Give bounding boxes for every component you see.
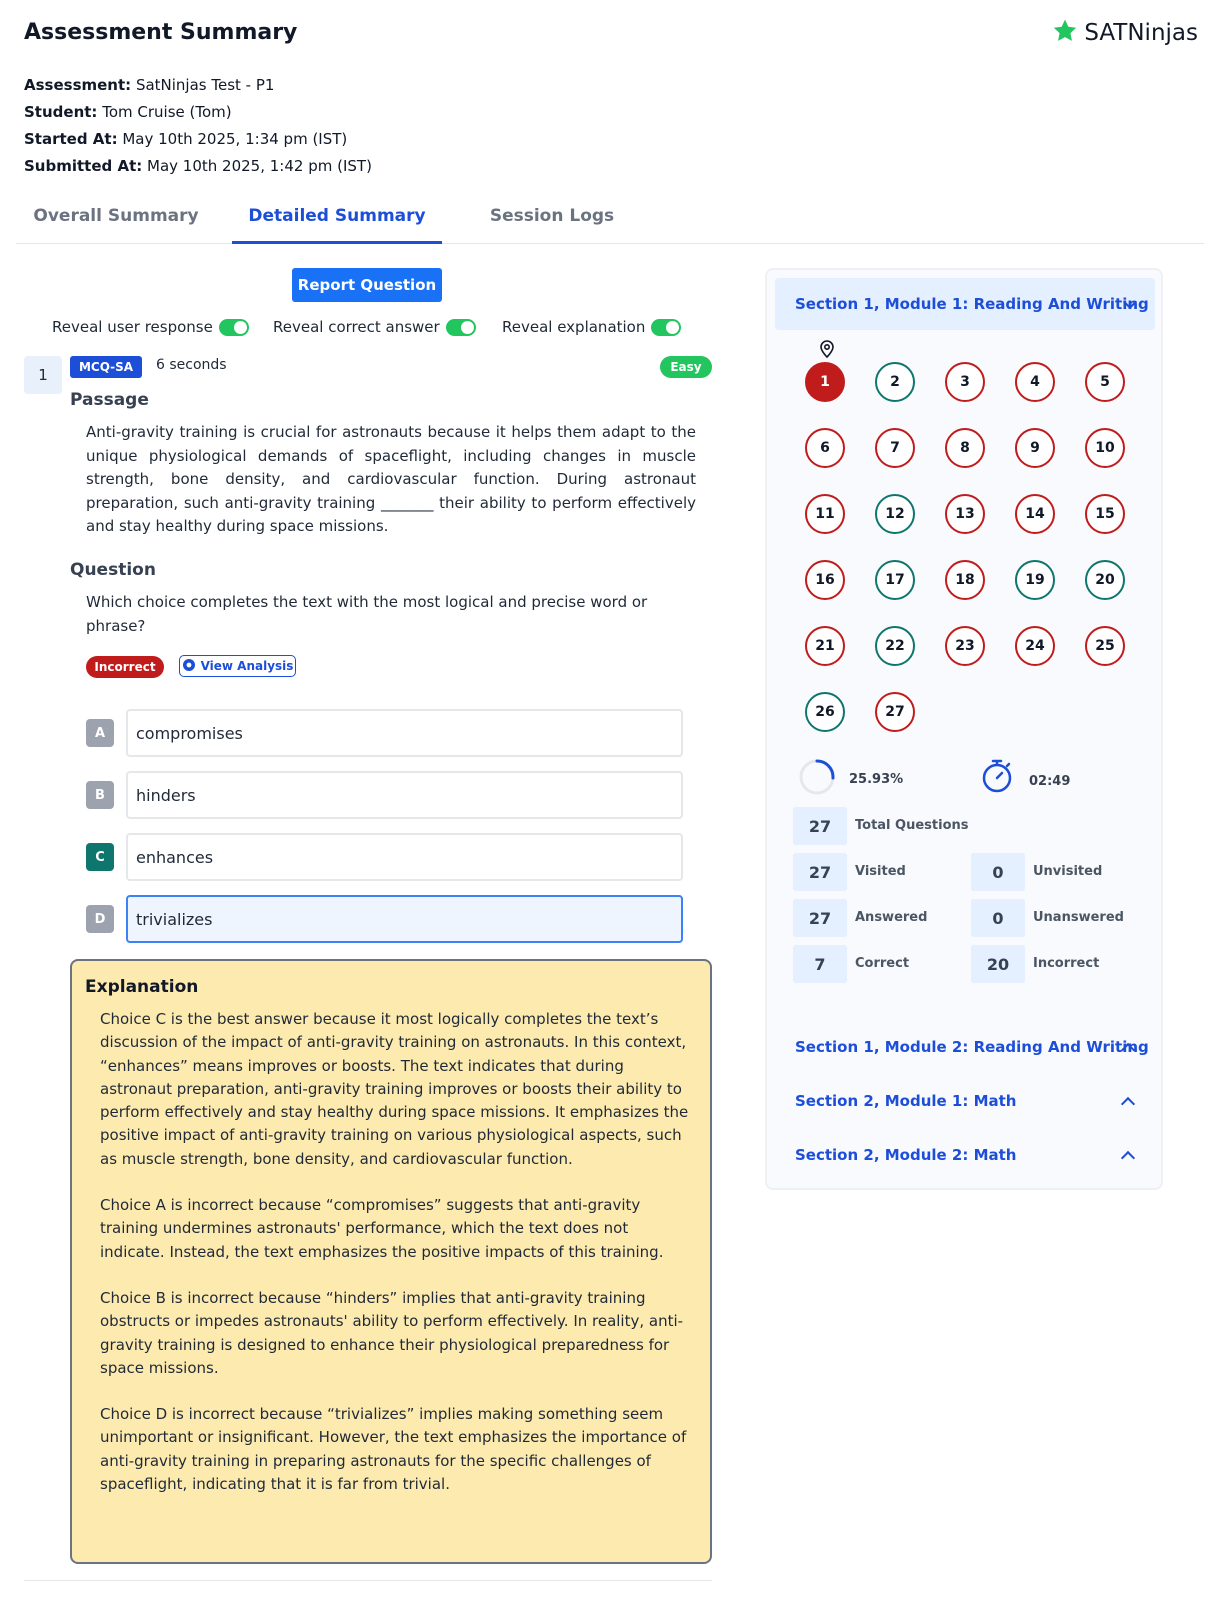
question-nav-button[interactable]: 1 bbox=[805, 362, 845, 402]
choice-a[interactable]: compromises bbox=[126, 709, 683, 757]
question-nav-button[interactable]: 24 bbox=[1015, 626, 1055, 666]
progress-ring-icon bbox=[797, 757, 837, 801]
question-text: Which choice completes the text with the most logical and precise word or phrase? bbox=[86, 593, 648, 635]
star-icon bbox=[1052, 18, 1078, 48]
question-nav-button[interactable]: 17 bbox=[875, 560, 915, 600]
stat-visited-value: 27 bbox=[793, 853, 847, 891]
explanation-title: Explanation bbox=[85, 977, 199, 997]
question-nav-button[interactable]: 23 bbox=[945, 626, 985, 666]
timer-value: 02:49 bbox=[1029, 774, 1071, 789]
student-value: Tom Cruise (Tom) bbox=[102, 103, 232, 121]
logo-text: SATNinjas bbox=[1084, 20, 1198, 46]
report-question-button[interactable]: Report Question bbox=[292, 268, 442, 302]
question-nav-button[interactable]: 16 bbox=[805, 560, 845, 600]
question-nav-button[interactable]: 26 bbox=[805, 692, 845, 732]
result-badge: Incorrect bbox=[86, 656, 164, 678]
section-row-2-1[interactable] bbox=[795, 1092, 1016, 1110]
question-nav-button[interactable]: 8 bbox=[945, 428, 985, 468]
view-analysis-button[interactable] bbox=[179, 655, 296, 677]
explanation-paragraph: Choice B is incorrect because “hinders” implies that anti-gravity training obstructs or impedes astronauts' ability to perform effectively. In reality, anti-gravity training is designed to enhance their physiological preparedness for space missions. bbox=[100, 1288, 684, 1377]
question-nav-button[interactable]: 12 bbox=[875, 494, 915, 534]
question-nav-button[interactable]: 18 bbox=[945, 560, 985, 600]
choice-a-letter: A bbox=[86, 719, 114, 747]
passage-heading: Passage bbox=[70, 390, 149, 410]
section-row-1-2[interactable] bbox=[795, 1038, 1149, 1056]
explanation-paragraph: Choice D is incorrect because “trivializes” implies making something seem unimportant or insignificant. However, the text emphasizes the importance of anti-gravity training in preparing astronauts for the specific challenges of spaceflight, indicating that it is far from trivial. bbox=[100, 1405, 687, 1494]
question-nav-button[interactable]: 10 bbox=[1085, 428, 1125, 468]
explanation-body bbox=[100, 1008, 692, 1519]
choice-d-letter: D bbox=[86, 905, 114, 933]
toggle-correct-answer[interactable] bbox=[273, 318, 476, 336]
stopwatch-icon bbox=[979, 757, 1015, 799]
section-header-active[interactable] bbox=[775, 278, 1155, 330]
question-nav-button[interactable]: 7 bbox=[875, 428, 915, 468]
chevron-up-icon[interactable] bbox=[1121, 1151, 1135, 1165]
stat-answered-label: Answered bbox=[855, 910, 928, 925]
tab-bar bbox=[16, 198, 1204, 244]
question-number: 1 bbox=[24, 356, 62, 394]
stat-unanswered-label: Unanswered bbox=[1033, 910, 1124, 925]
section-row-2-2[interactable] bbox=[795, 1146, 1016, 1164]
question-nav-button[interactable]: 9 bbox=[1015, 428, 1055, 468]
stat-incorrect-label: Incorrect bbox=[1033, 956, 1100, 971]
eye-icon bbox=[182, 658, 196, 675]
question-type-badge: MCQ-SA bbox=[70, 356, 142, 378]
assessment-value: SatNinjas Test - P1 bbox=[135, 76, 275, 94]
stat-unanswered-value: 0 bbox=[971, 899, 1025, 937]
toggle-user-response-switch[interactable] bbox=[219, 319, 249, 336]
difficulty-badge: Easy bbox=[660, 356, 712, 378]
tab-session-logs[interactable]: Session Logs bbox=[489, 206, 615, 226]
toggle-user-response[interactable] bbox=[52, 318, 249, 336]
explanation-paragraph: Choice A is incorrect because “compromises” suggests that anti-gravity training undermines astronauts' performance, which the text does not indicate. Instead, the text emphasizes the positive impacts of this training. bbox=[100, 1196, 664, 1261]
question-nav-button[interactable]: 25 bbox=[1085, 626, 1125, 666]
passage-text: Anti-gravity training is crucial for astronauts because it helps them adapt to the unique physiological demands of spaceflight, including changes in muscle strength, bone density, and cardiovascular function. During astronaut preparation, such anti-gravity training _______ their ability to perform effectively and stay healthy during space missions. bbox=[86, 423, 696, 535]
choice-b[interactable]: hinders bbox=[126, 771, 683, 819]
question-nav-button[interactable]: 21 bbox=[805, 626, 845, 666]
progress-percent: 25.93% bbox=[849, 772, 904, 787]
student-label: Student: bbox=[24, 103, 98, 121]
chevron-up-icon[interactable] bbox=[1121, 1097, 1135, 1111]
question-nav-button[interactable]: 5 bbox=[1085, 362, 1125, 402]
choice-c-letter: C bbox=[86, 843, 114, 871]
submitted-value: May 10th 2025, 1:42 pm (IST) bbox=[147, 157, 372, 175]
section-row-label: Section 1, Module 2: Reading And Writing bbox=[795, 1038, 1149, 1056]
explanation-panel bbox=[70, 959, 712, 1564]
toggle-explanation-label: Reveal explanation bbox=[502, 318, 646, 336]
tab-overall-summary[interactable]: Overall Summary bbox=[33, 206, 199, 226]
stat-correct-label: Correct bbox=[855, 956, 910, 971]
toggle-explanation[interactable] bbox=[502, 318, 681, 336]
question-nav-button[interactable]: 6 bbox=[805, 428, 845, 468]
question-nav-button[interactable]: 2 bbox=[875, 362, 915, 402]
question-navigator bbox=[765, 268, 1163, 1190]
stat-total-label: Total Questions bbox=[855, 818, 969, 833]
question-nav-button[interactable]: 11 bbox=[805, 494, 845, 534]
section-row-label: Section 2, Module 1: Math bbox=[795, 1092, 1017, 1110]
divider bbox=[24, 1580, 712, 1581]
stat-unvisited-label: Unvisited bbox=[1033, 864, 1103, 879]
assessment-meta bbox=[24, 72, 372, 180]
question-nav-button[interactable]: 4 bbox=[1015, 362, 1055, 402]
question-nav-button[interactable]: 14 bbox=[1015, 494, 1055, 534]
tab-detailed-summary[interactable]: Detailed Summary bbox=[232, 198, 442, 244]
logo[interactable] bbox=[1052, 18, 1198, 48]
submitted-label: Submitted At: bbox=[24, 157, 143, 175]
time-spent: 6 seconds bbox=[156, 357, 227, 373]
section-row-label: Section 2, Module 2: Math bbox=[795, 1146, 1017, 1164]
question-heading: Question bbox=[70, 560, 156, 580]
stat-visited-label: Visited bbox=[855, 864, 906, 879]
choice-d[interactable]: trivializes bbox=[126, 895, 683, 943]
started-label: Started At: bbox=[24, 130, 118, 148]
view-analysis-label: View Analysis bbox=[200, 659, 294, 673]
stat-total-value: 27 bbox=[793, 807, 847, 845]
started-value: May 10th 2025, 1:34 pm (IST) bbox=[122, 130, 348, 148]
toggle-correct-answer-switch[interactable] bbox=[446, 319, 476, 336]
stat-answered-value: 27 bbox=[793, 899, 847, 937]
question-nav-button[interactable]: 22 bbox=[875, 626, 915, 666]
choice-c[interactable]: enhances bbox=[126, 833, 683, 881]
toggle-user-response-label: Reveal user response bbox=[52, 318, 213, 336]
toggle-correct-answer-label: Reveal correct answer bbox=[273, 318, 440, 336]
page-title: Assessment Summary bbox=[24, 20, 298, 45]
question-nav-button[interactable]: 13 bbox=[945, 494, 985, 534]
choice-b-letter: B bbox=[86, 781, 114, 809]
question-nav-button[interactable]: 20 bbox=[1085, 560, 1125, 600]
question-nav-button[interactable]: 15 bbox=[1085, 494, 1125, 534]
question-nav-button[interactable]: 27 bbox=[875, 692, 915, 732]
assessment-label: Assessment: bbox=[24, 76, 132, 94]
section-header-label: Section 1, Module 1: Reading And Writing bbox=[795, 295, 1149, 313]
location-pin-icon bbox=[819, 340, 835, 362]
question-nav-button[interactable]: 19 bbox=[1015, 560, 1055, 600]
stat-correct-value: 7 bbox=[793, 945, 847, 983]
explanation-paragraph: Choice C is the best answer because it most logically completes the text’s discussion of the impact of anti-gravity training on astronauts. In this context, “enhances” means improves or boosts. The text indicates that during astronaut preparation, anti-gravity training improves or boosts their ability to perform effectively and stay healthy during space missions. It emphasizes the positive impact of anti-gravity training on various physiological aspects, such as muscle strength, bone density, and cardiovascular function. bbox=[100, 1010, 689, 1168]
stat-unvisited-value: 0 bbox=[971, 853, 1025, 891]
toggle-explanation-switch[interactable] bbox=[651, 319, 681, 336]
question-nav-button[interactable]: 3 bbox=[945, 362, 985, 402]
stat-incorrect-value: 20 bbox=[971, 945, 1025, 983]
